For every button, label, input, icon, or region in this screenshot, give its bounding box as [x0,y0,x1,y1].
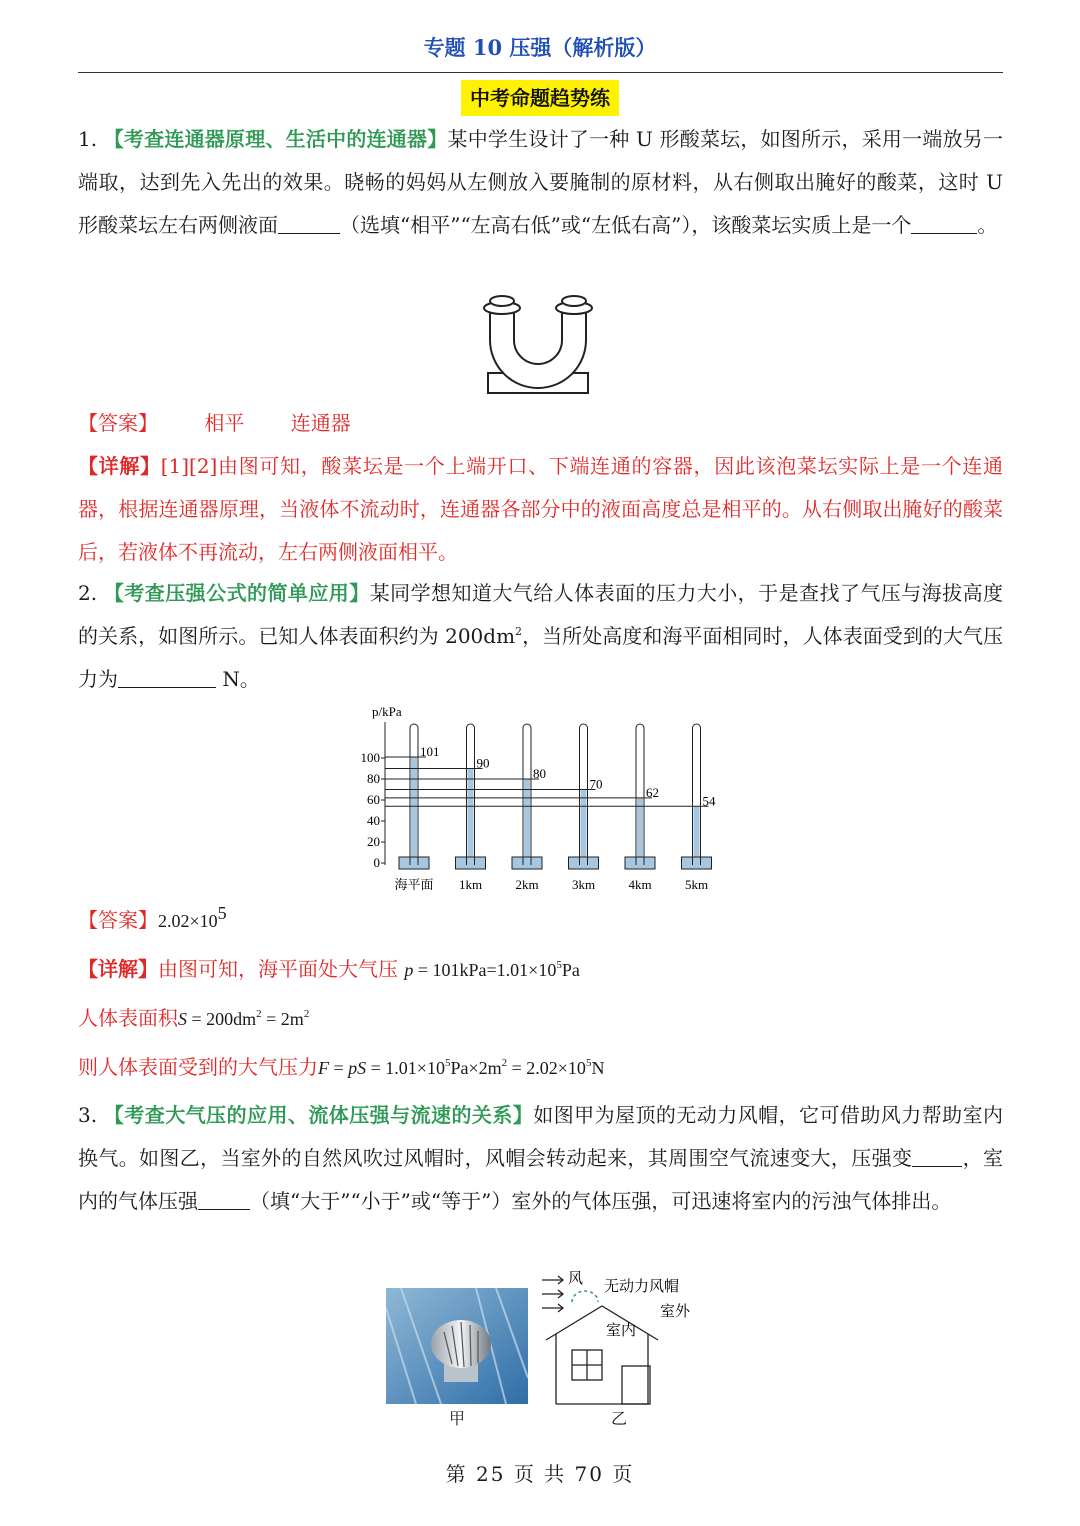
roof-ventilator-photo [386,1288,528,1404]
q2-answer-label: 【答案】 [78,908,158,932]
page-footer: 第 25 页 共 70 页 [445,1462,635,1486]
chart-category-label: 2km [515,877,539,892]
q2-detail-1-unit: Pa [561,960,580,980]
q2-detail-3-math-b: Pa×2m [450,1058,502,1078]
chart-bar [524,779,530,863]
q2-detail-3-text: 则人体表面受到的大气压力 [78,1055,318,1079]
q2-detail-3-math-c: = 2.02×10 [507,1058,586,1078]
q3-tag: 【考查大气压的应用、流体压强与流速的关系】 [103,1103,534,1127]
chart-data-label: 80 [533,766,546,781]
chart-y-tick-label: 0 [373,855,380,870]
q2-tag: 【考查压强公式的简单应用】 [103,581,370,605]
q2-detail-2-math-a: = 200dm [187,1009,257,1029]
chart-y-tick-label: 40 [367,813,380,828]
q3-text [78,1094,1003,1223]
page-title: 专题 10 压强（解析版） [423,35,657,60]
q1-detail-text: [1][2]由图可知，酸菜坛是一个上端开口、下端连通的容器，因此该泡菜坛实际上是一个连通器，根据连通器原理，当液体不流动时，连通器各部分中的液面高度总是相平的。从右侧取出腌好的酸菜后，若液体不再流动，左右两侧液面相平。 [78,454,1003,564]
q3-blank-2[interactable] [198,1187,250,1210]
q1-tag: 【考查连通器原理、生活中的连通器】 [103,127,448,151]
q2-detail-3-pS: pS [348,1058,367,1078]
q2-detail-2-sup-b: 2 [303,1008,310,1020]
chart-y-tick-label: 100 [360,750,380,765]
q1-answer-2: 连通器 [290,411,351,435]
q2-detail-3-sup-a: 5 [444,1057,451,1069]
q2-answer-sup: 5 [217,903,227,923]
label-ventilator: 无动力风帽 [604,1279,680,1295]
q2-text-b: ，当所处高度和海平面相同时，人体表面受到的大气压力为 [78,624,1003,691]
q2-answer: 2.02×10 [158,911,218,931]
pressure-altitude-chart [350,700,740,900]
chart-bar [637,798,643,863]
q2-text-a-sup: 2 [515,625,523,638]
q1-text [78,118,1003,247]
chart-category-label: 3km [571,877,596,892]
q1-answer-1: 相平 [204,411,245,435]
chart-tubes [399,724,712,869]
q2-text [78,572,1003,701]
chart-category-label: 5km [684,877,709,892]
q3-number: 3. [78,1103,98,1127]
u-shaped-pickle-jar-figure [478,290,598,400]
chart-trough [512,857,542,869]
label-outdoor: 室外 [660,1304,691,1320]
chart-bar [411,757,417,863]
q1-detail-label: 【详解】 [78,454,161,478]
caption-yi: 乙 [611,1409,628,1428]
chart-data-label: 90 [476,755,490,771]
q2-detail-1-p: p [404,960,414,980]
q1-text-b: （选填“相平”“左高右低”或“左低右高”），该酸菜坛实质上是一个 [340,213,912,237]
chart-labels [394,744,716,892]
q2-detail-3-sup-c: 5 [585,1057,592,1069]
chart-y-tick-label: 80 [367,771,380,786]
q2-detail-3-F: F [318,1058,329,1078]
house-diagram [536,1268,716,1408]
chart-bar [581,790,587,864]
chart-data-label: 62 [646,784,659,800]
q2-detail-3-sup-b: 2 [501,1057,508,1069]
chart-level-lines [385,757,709,806]
q2-number: 2. [78,581,98,605]
chart-trough [625,857,655,869]
q1-text-c: 。 [977,213,998,237]
chart-category-label: 4km [628,877,652,892]
q2-detail-3 [78,1052,604,1083]
q1-answer-label: 【答案】 [78,411,158,435]
q2-detail-2-S: S [178,1009,187,1029]
q2-detail-1-text: 由图可知，海平面处大气压 [158,957,405,981]
chart-category-label: 海平面 [394,877,434,892]
q2-detail-1-math: = 101kPa=1.01×10 [413,960,557,980]
q2-answer-line [78,905,227,936]
header-divider [78,72,1003,73]
chart-data-label: 70 [589,776,603,792]
chart-category-label: 1km [458,877,483,892]
q2-detail-3-eq: = [329,1058,349,1078]
chart-ticks [361,750,386,870]
q2-detail-label: 【详解】 [78,957,158,981]
q2-detail-2-sup-a: 2 [256,1008,262,1020]
chart-trough [399,857,429,869]
q2-detail-3-unit: N [591,1058,605,1078]
q2-detail-1-sup: 5 [556,959,562,971]
label-indoor: 室内 [606,1323,637,1339]
chart-bar [694,806,700,863]
chart-y-tick-label: 20 [367,834,380,849]
chart-trough [682,857,712,869]
q2-detail-3-math-a: = 1.01×10 [366,1058,445,1078]
q2-blank[interactable] [118,665,216,688]
section-title: 中考命题趋势练 [461,80,619,116]
chart-ylabel: p/kPa [372,704,402,719]
q3-text-c: （填“大于”“小于”或“等于”）室外的气体压强，可迅速将室内的污浊气体排出。 [250,1189,952,1213]
chart-bar [468,769,474,864]
q3-blank-1[interactable] [912,1144,962,1167]
q2-text-a: 某同学想知道大气给人体表面的压力大小，于是查找了气压与海拔高度的关系，如图所示。已知人体表面积约为 200dm [78,581,1004,648]
caption-jia: 甲 [449,1409,466,1428]
q1-text-a: 某中学生设计了一种 U 形酸菜坛，如图所示，采用一端放另一端取，达到先入先出的效果。晓畅的妈妈从左侧放入要腌制的原材料，从右侧取出腌好的酸菜，这时 U 形酸菜坛左右两侧液面 [78,127,1004,237]
label-wind: 风 [568,1271,584,1287]
q3-text-a: 如图甲为屋顶的无动力风帽，它可借助风力帮助室内换气。如图乙，当室外的自然风吹过风帽时，风帽会转动起来，其周围空气流速变大，压强变 [78,1103,1004,1170]
q2-detail-1 [78,954,580,985]
q2-detail-2-math-b: = 2m [261,1009,304,1029]
chart-data-label: 101 [420,743,440,759]
q1-blank-2[interactable] [911,211,977,234]
q1-blank-1[interactable] [278,211,340,234]
q1-number: 1. [78,127,98,151]
q3-text-b: ，室内的气体压强 [78,1146,1004,1213]
chart-y-tick-label: 60 [367,792,380,807]
q2-text-c: N。 [216,667,260,691]
q2-detail-2 [78,1003,309,1034]
q1-detail [78,445,1003,574]
chart-trough [456,857,486,869]
q1-answer-line [78,408,351,438]
chart-trough [569,857,599,869]
chart-data-label: 54 [702,793,716,809]
q2-detail-2-text: 人体表面积 [78,1006,178,1030]
